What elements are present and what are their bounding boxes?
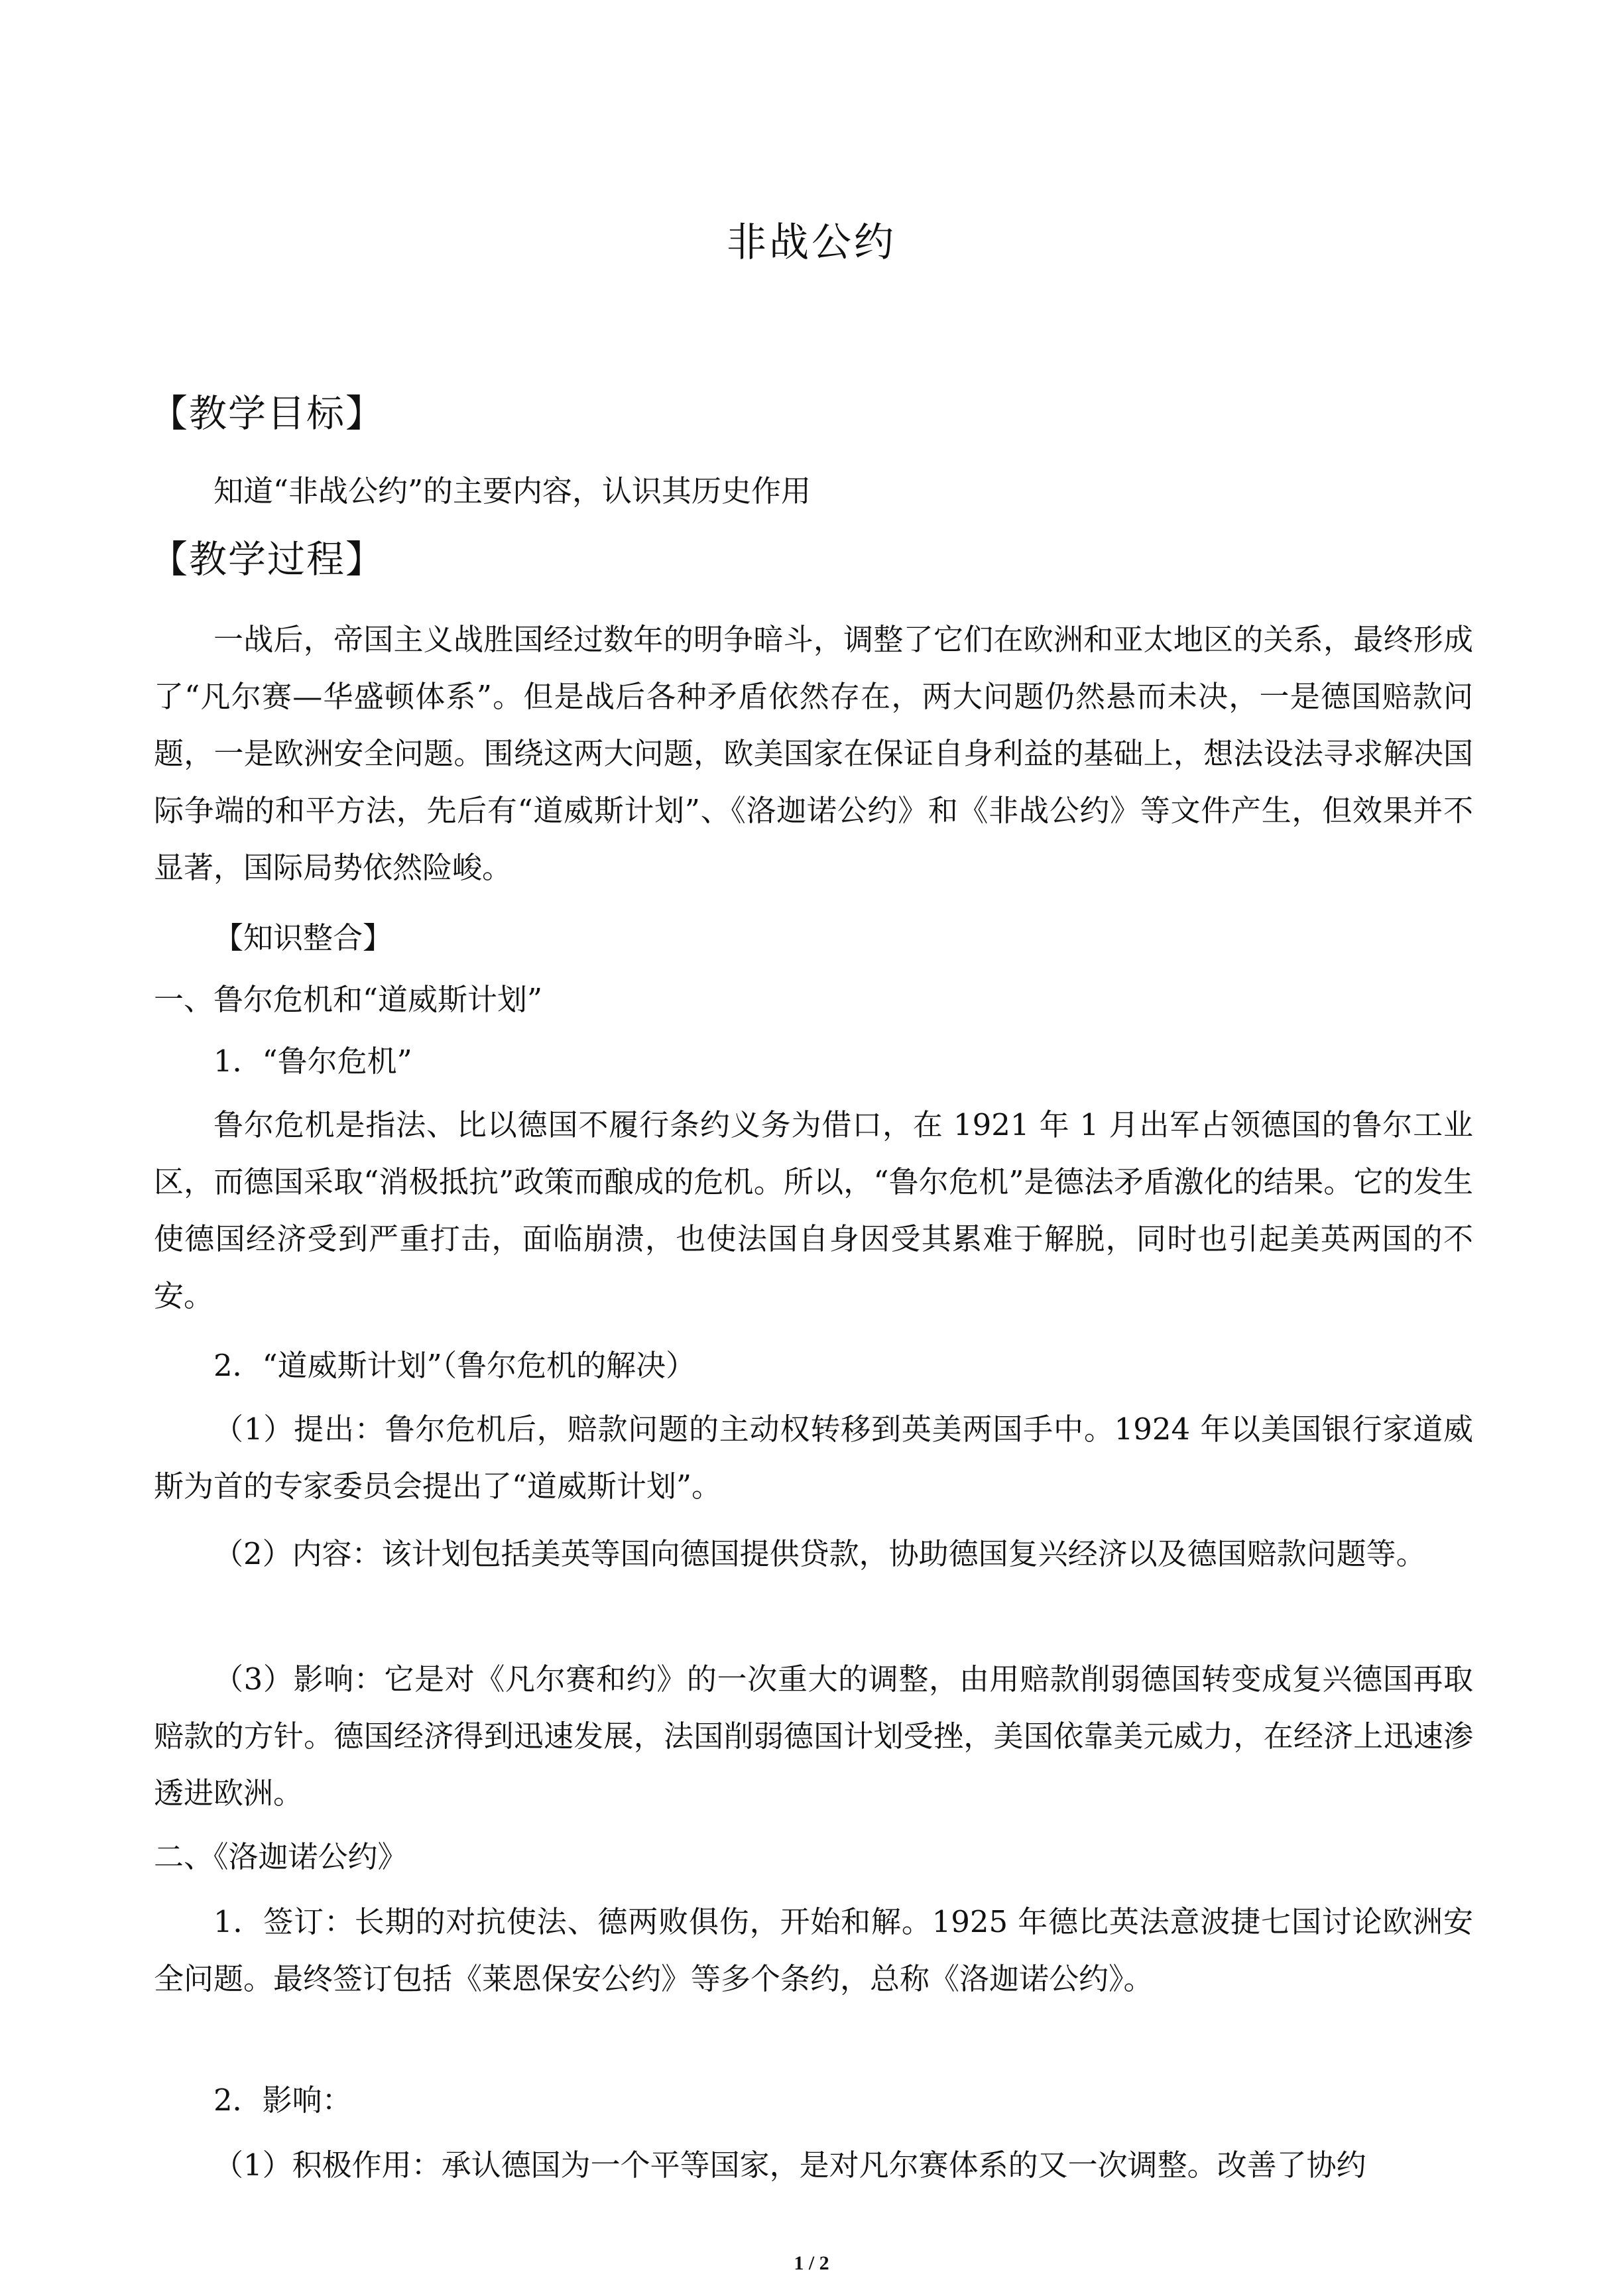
page-indicator: 1 / 2 [794,2252,829,2274]
intro-paragraph: 一战后，帝国主义战胜国经过数年的明争暗斗，调整了它们在欧洲和亚太地区的关系，最终形成了“凡尔赛—华盛顿体系”。但是战后各种矛盾依然存在，两大问题仍然悬而未决，一是德国赔款问题，一是欧洲安全问题。围绕这两大问题，欧美国家在保证自身利益的基础上，想法设法寻求解决国际争端的和平方法，先后有“道威斯计划”、《洛迦诺公约》和《非战公约》等文件产生，但效果并不显著，国际局势依然险峻。 [154,622,1473,885]
section1-item3: （3）影响：它是对《凡尔赛和约》的一次重大的调整，由用赔款削弱德国转变成复兴德国再取赔款的方针。德国经济得到迅速发展，法国削弱德国计划受挫，美国依靠美元威力，在经济上迅速渗透进欧洲。 [154,1662,1473,1811]
heading-objectives: 【教学目标】 [150,392,385,436]
section2-sub2: 2．影响： [213,2083,352,2118]
section2-heading: 二、《洛迦诺公约》 [154,1839,408,1874]
section1-sub1-text: 鲁尔危机是指法、比以德国不履行条约义务为借口，在 1921 年 1 月出军占领德国的鲁尔工业区，而德国采取“消极抵抗”政策而酿成的危机。所以，“鲁尔危机”是德法矛盾激化的结果。它的发生使德国经济受到严重打击，面临崩溃，也使法国自身因受其累难于解脱，同时也引起美英两国的不安。 [154,1107,1473,1313]
section2-sub1: 1．签订：长期的对抗使法、德两败俱伤，开始和解。1925 年德比英法意波捷七国讨论欧洲安全问题。最终签订包括《莱恩保安公约》等多个条约，总称《洛迦诺公约》。 [154,1904,1473,1996]
section1-heading: 一、鲁尔危机和“道威斯计划” [154,982,543,1017]
section1-item1: （1）提出：鲁尔危机后，赔款问题的主动权转移到英美两国手中。1924 年以美国银行家道威斯为首的专家委员会提出了“道威斯计划”。 [154,1412,1473,1504]
heading-process: 【教学过程】 [150,538,385,581]
objective-text: 知道“非战公约”的主要内容，认识其历史作用 [213,473,812,509]
section1-item2: （2）内容：该计划包括美英等国向德国提供贷款，协助德国复兴经济以及德国赔款问题等。 [213,1536,1426,1571]
section1-sub1: 1．“鲁尔危机” [213,1044,412,1079]
document-title: 非战公约 [727,219,896,266]
section1-sub2: 2．“道威斯计划”（鲁尔危机的解决） [213,1348,696,1383]
section2-item1: （1）积极作用：承认德国为一个平等国家，是对凡尔赛体系的又一次调整。改善了协约 [213,2147,1366,2183]
knowledge-label: 【知识整合】 [213,920,393,955]
